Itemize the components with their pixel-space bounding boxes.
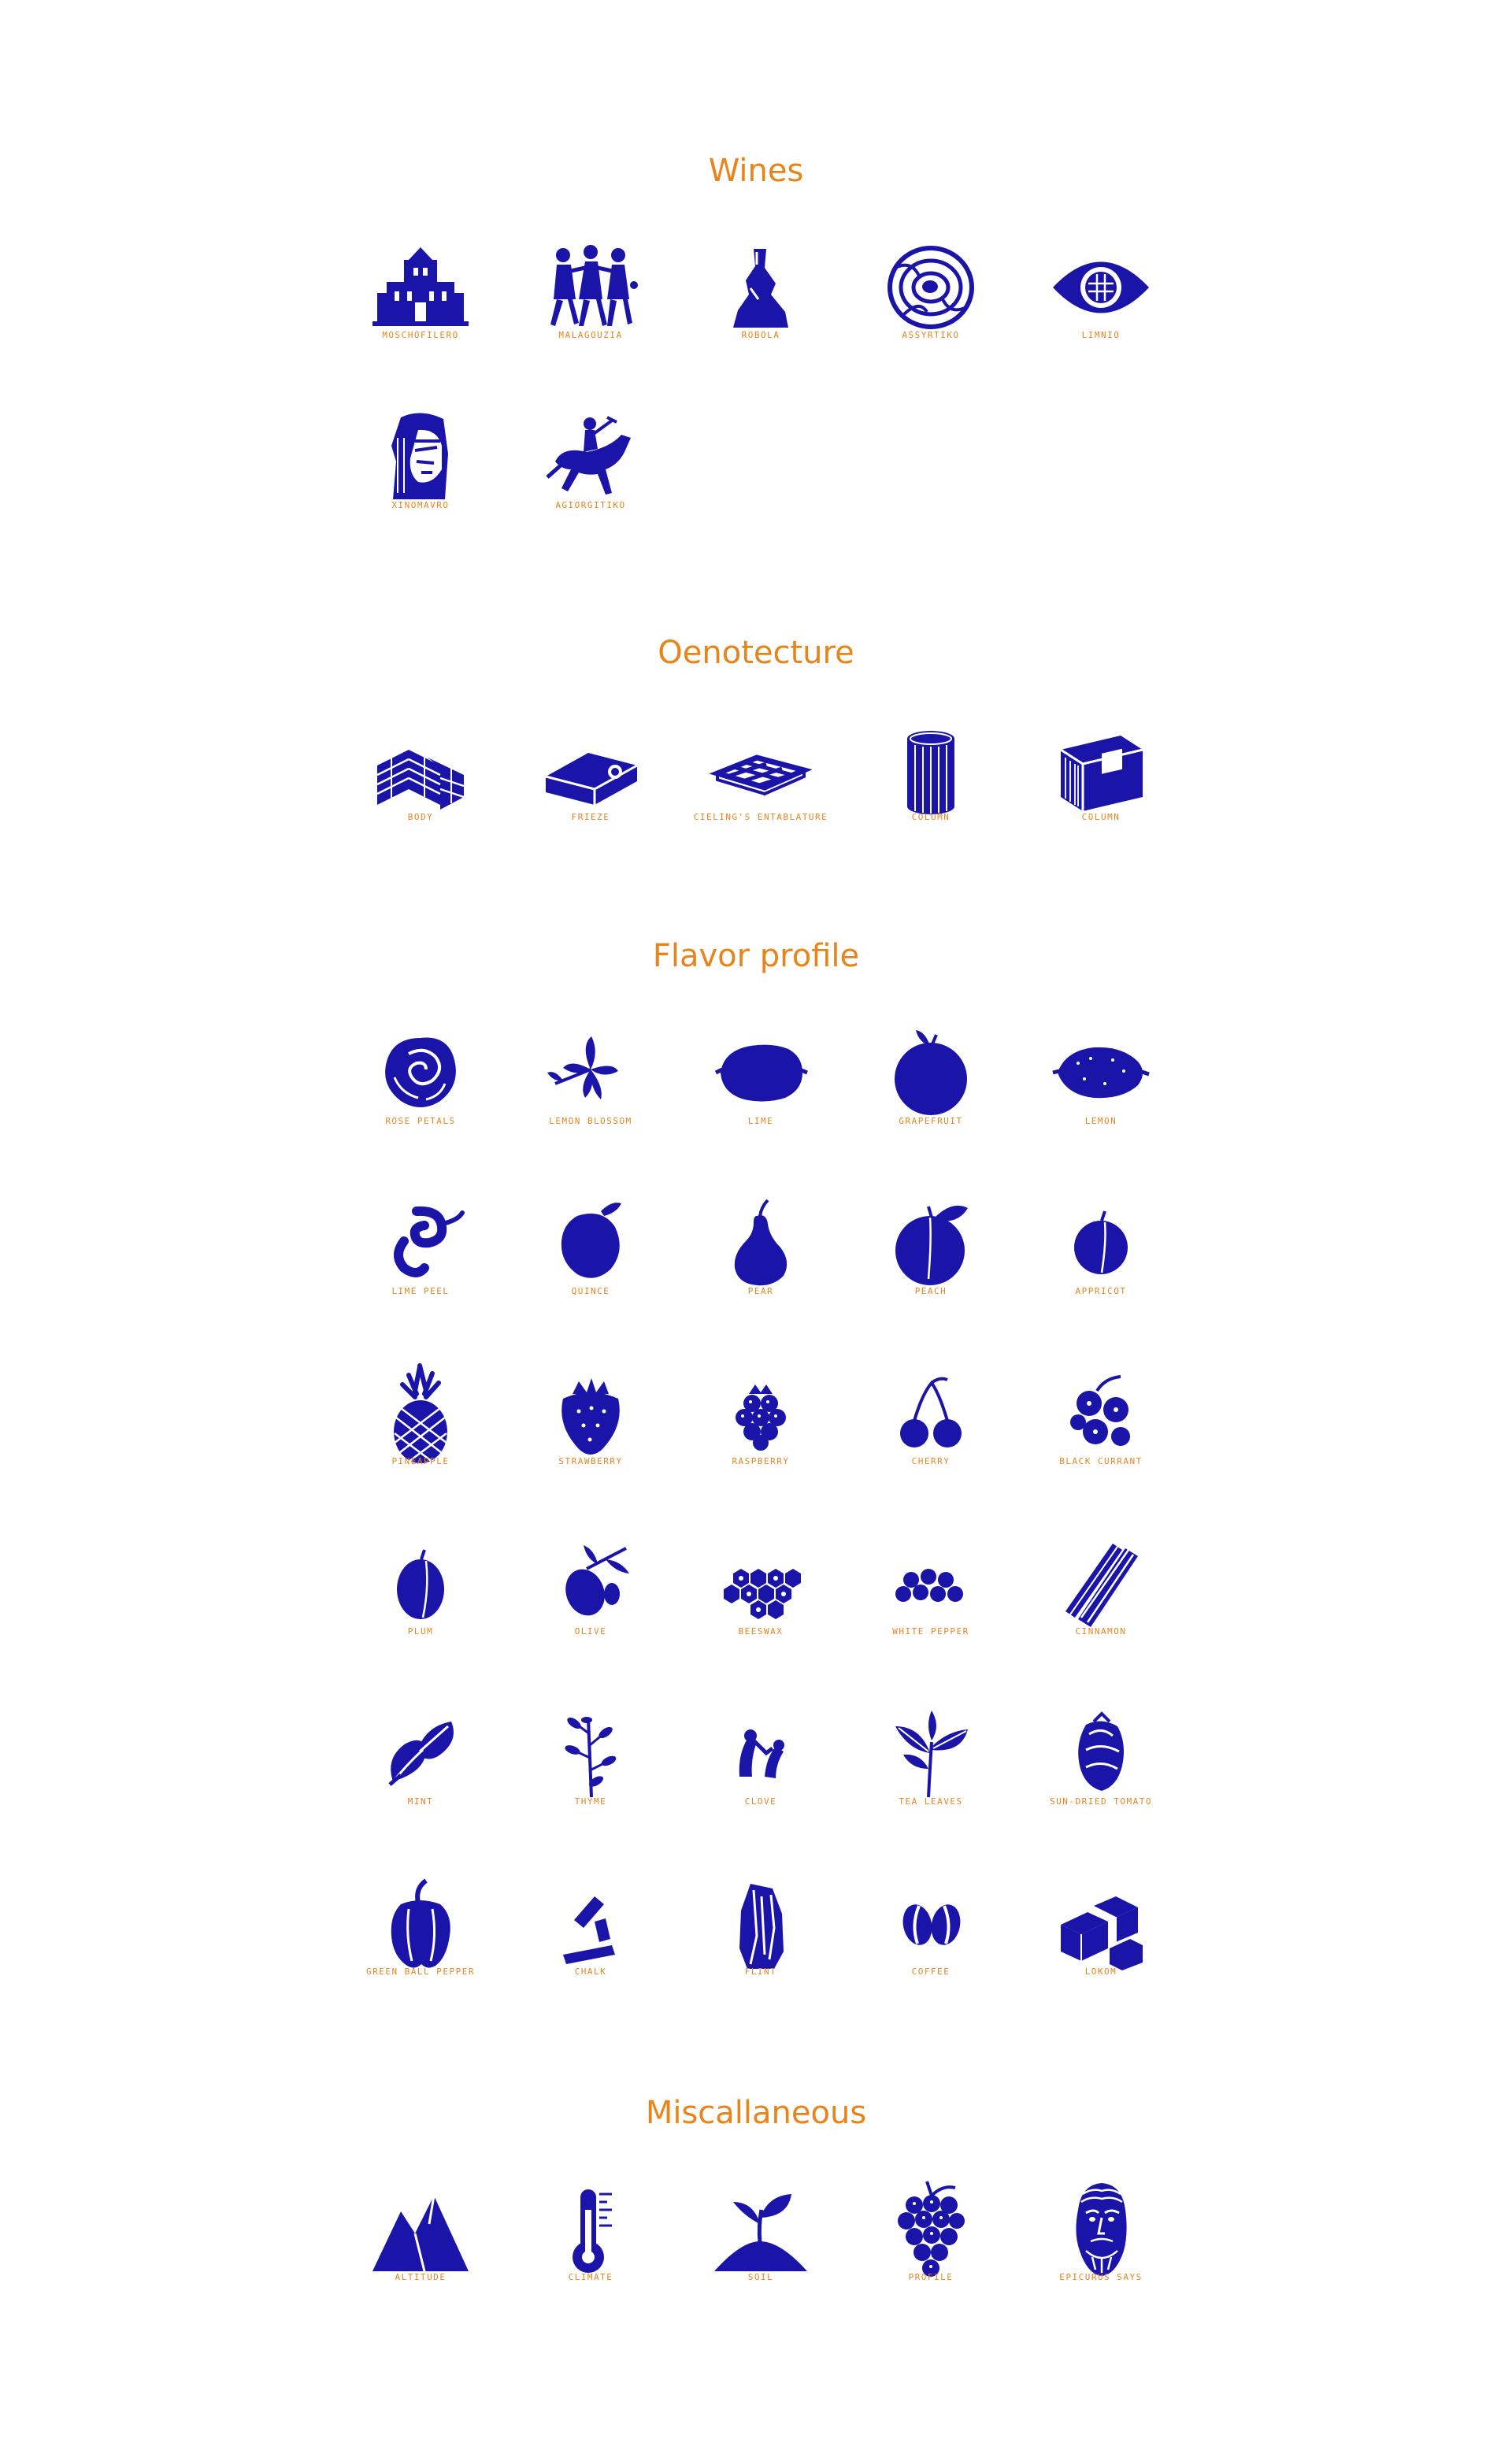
quince-icon xyxy=(539,1192,642,1295)
icon-tile xyxy=(1014,1533,1188,1674)
icon-label: QUINCE xyxy=(571,1286,610,1296)
epicurus-bust-icon xyxy=(1050,2178,1152,2281)
pharaoh-icon xyxy=(369,406,472,509)
icon-label: CIELING'S ENTABLATURE xyxy=(693,812,828,822)
icon-label: LEMON BLOSSOM xyxy=(549,1116,632,1126)
rock-icon xyxy=(710,236,812,339)
peach-icon xyxy=(880,1192,982,1295)
icon-label: SUN-DRIED TOMATO xyxy=(1050,1796,1152,1807)
grapes-icon xyxy=(880,2178,982,2281)
church-icon xyxy=(369,236,472,339)
icon-label: EPICURUS SAYS xyxy=(1059,2272,1143,2282)
icon-label: CHALK xyxy=(574,1966,607,1977)
icon-label: SOIL xyxy=(747,2272,774,2282)
icon-label: PEACH xyxy=(914,1286,947,1296)
icon-label: BEESWAX xyxy=(738,1626,784,1637)
icon-label: COLUMN xyxy=(911,812,951,822)
rose-icon xyxy=(369,1022,472,1125)
olive-icon xyxy=(539,1533,642,1635)
icon-label: BLACK CURRANT xyxy=(1059,1456,1143,1466)
icon-label: XINOMAVRO xyxy=(391,500,450,510)
icon-tile xyxy=(334,1703,507,1844)
icon-tile xyxy=(844,1362,1017,1504)
icon-label: COLUMN xyxy=(1081,812,1121,822)
icon-label: ROBOLA xyxy=(741,330,780,340)
horse-rider-icon xyxy=(539,406,642,509)
icon-label: ASSYRTIKO xyxy=(902,330,960,340)
currant-icon xyxy=(1050,1362,1152,1465)
eye-icon xyxy=(1050,236,1152,339)
icon-tile xyxy=(334,1192,507,1334)
icon-label: STRAWBERRY xyxy=(558,1456,623,1466)
tea-leaves-icon xyxy=(880,1703,982,1805)
icon-tile xyxy=(844,1703,1017,1844)
lemon-icon xyxy=(1050,1022,1152,1125)
cinnamon-icon xyxy=(1050,1533,1152,1635)
grapefruit-icon xyxy=(880,1022,982,1125)
apricot-icon xyxy=(1050,1192,1152,1295)
icon-label: LOKOM xyxy=(1084,1966,1117,1977)
icon-tile xyxy=(1014,1192,1188,1334)
icon-label: LIME xyxy=(747,1116,774,1126)
pear-icon xyxy=(710,1192,812,1295)
thermometer-icon xyxy=(539,2178,642,2281)
icon-label: CLIMATE xyxy=(568,2272,613,2282)
clove-icon xyxy=(710,1703,812,1805)
icon-tile xyxy=(504,1022,677,1164)
lokum-icon xyxy=(1050,1873,1152,1975)
column-round-icon xyxy=(880,718,982,821)
dancers-icon xyxy=(539,236,642,339)
icon-tile xyxy=(334,236,507,378)
icon-tile xyxy=(504,718,677,860)
icon-tile xyxy=(334,1362,507,1504)
icon-tile xyxy=(1014,1703,1188,1844)
icon-tile xyxy=(1014,718,1188,860)
peel-icon xyxy=(369,1192,472,1295)
icon-tile xyxy=(504,2178,677,2320)
icon-label: MOSCHOFILERO xyxy=(382,330,459,340)
icon-label: OLIVE xyxy=(574,1626,607,1637)
chalk-icon xyxy=(539,1873,642,1975)
icon-label: FLINT xyxy=(744,1966,777,1977)
icon-tile xyxy=(674,1022,847,1164)
icon-tile xyxy=(674,1703,847,1844)
blossom-icon xyxy=(539,1022,642,1125)
section-title-1: Oenotecture xyxy=(658,635,854,671)
dried-tomato-icon xyxy=(1050,1703,1152,1805)
icon-tile xyxy=(504,406,677,548)
icon-tile xyxy=(844,1192,1017,1334)
icon-label: PEAR xyxy=(747,1286,774,1296)
icon-label: THYME xyxy=(574,1796,607,1807)
lime-icon xyxy=(710,1022,812,1125)
icon-tile xyxy=(504,1873,677,2015)
icon-label: ALTITUDE xyxy=(395,2272,447,2282)
icon-tile xyxy=(844,718,1017,860)
icon-label: CHERRY xyxy=(911,1456,951,1466)
icon-label: PLUM xyxy=(407,1626,434,1637)
icon-tile xyxy=(844,1873,1017,2015)
icon-tile xyxy=(504,236,677,378)
octopus-icon xyxy=(880,236,982,339)
section-title-0: Wines xyxy=(708,153,804,189)
icon-label: MINT xyxy=(407,1796,434,1807)
brick-wall-icon xyxy=(369,718,472,821)
icon-label: LIME PEEL xyxy=(391,1286,450,1296)
icon-label: LEMON xyxy=(1084,1116,1117,1126)
icon-tile xyxy=(674,1873,847,2015)
section-title-2: Flavor profile xyxy=(652,938,860,974)
icon-tile xyxy=(1014,1873,1188,2015)
icon-tile xyxy=(334,1873,507,2015)
cherry-icon xyxy=(880,1362,982,1465)
icon-tile xyxy=(674,1533,847,1674)
icon-tile xyxy=(504,1362,677,1504)
icon-tile xyxy=(844,236,1017,378)
icon-tile xyxy=(674,1192,847,1334)
icon-label: GRAPEFRUIT xyxy=(899,1116,963,1126)
honeycomb-icon xyxy=(710,1533,812,1635)
icon-tile xyxy=(504,1192,677,1334)
icon-label: ROSE PETALS xyxy=(385,1116,456,1126)
icon-label: FRIEZE xyxy=(571,812,610,822)
icon-label: LIMNIO xyxy=(1081,330,1121,340)
thyme-icon xyxy=(539,1703,642,1805)
icon-tile xyxy=(1014,1022,1188,1164)
plum-icon xyxy=(369,1533,472,1635)
icon-tile xyxy=(334,1022,507,1164)
peppercorn-icon xyxy=(880,1533,982,1635)
coffee-bean-icon xyxy=(880,1873,982,1975)
icon-tile xyxy=(504,1533,677,1674)
icon-tile xyxy=(334,718,507,860)
column-square-icon xyxy=(1050,718,1152,821)
icon-tile xyxy=(674,236,847,378)
icon-label: COFFEE xyxy=(911,1966,951,1977)
mint-icon xyxy=(369,1703,472,1805)
section-title-3: Miscallaneous xyxy=(645,2095,867,2131)
icon-tile xyxy=(1014,1362,1188,1504)
icon-label: RASPBERRY xyxy=(732,1456,790,1466)
icon-tile xyxy=(334,406,507,548)
icon-label: CLOVE xyxy=(744,1796,777,1807)
icon-label: MALAGOUZIA xyxy=(558,330,623,340)
pineapple-icon xyxy=(369,1362,472,1465)
icon-label: APPRICOT xyxy=(1075,1286,1127,1296)
flint-icon xyxy=(710,1873,812,1975)
sprout-icon xyxy=(710,2178,812,2281)
icon-tile xyxy=(674,1362,847,1504)
icon-tile xyxy=(504,1703,677,1844)
strawberry-icon xyxy=(539,1362,642,1465)
icon-label: CINNAMON xyxy=(1075,1626,1127,1637)
icon-label: AGIORGITIKO xyxy=(555,500,626,510)
mountain-icon xyxy=(369,2178,472,2281)
icon-tile xyxy=(1014,2178,1188,2320)
icon-label: PINEAPPLE xyxy=(391,1456,450,1466)
bell-pepper-icon xyxy=(369,1873,472,1975)
frieze-icon xyxy=(539,718,642,821)
icon-tile xyxy=(1014,236,1188,378)
icon-tile xyxy=(334,2178,507,2320)
icon-label: PROFILE xyxy=(908,2272,954,2282)
icon-tile xyxy=(844,2178,1017,2320)
icon-tile xyxy=(674,2178,847,2320)
icon-label: WHITE PEPPER xyxy=(892,1626,969,1637)
icon-label: BODY xyxy=(407,812,434,822)
icon-label: TEA LEAVES xyxy=(899,1796,963,1807)
icon-tile xyxy=(334,1533,507,1674)
icon-tile xyxy=(844,1533,1017,1674)
icon-tile xyxy=(674,718,847,860)
entablature-icon xyxy=(710,718,812,821)
raspberry-icon xyxy=(710,1362,812,1465)
icon-label: GREEN BALL PEPPER xyxy=(365,1966,476,1977)
icon-tile xyxy=(844,1022,1017,1164)
